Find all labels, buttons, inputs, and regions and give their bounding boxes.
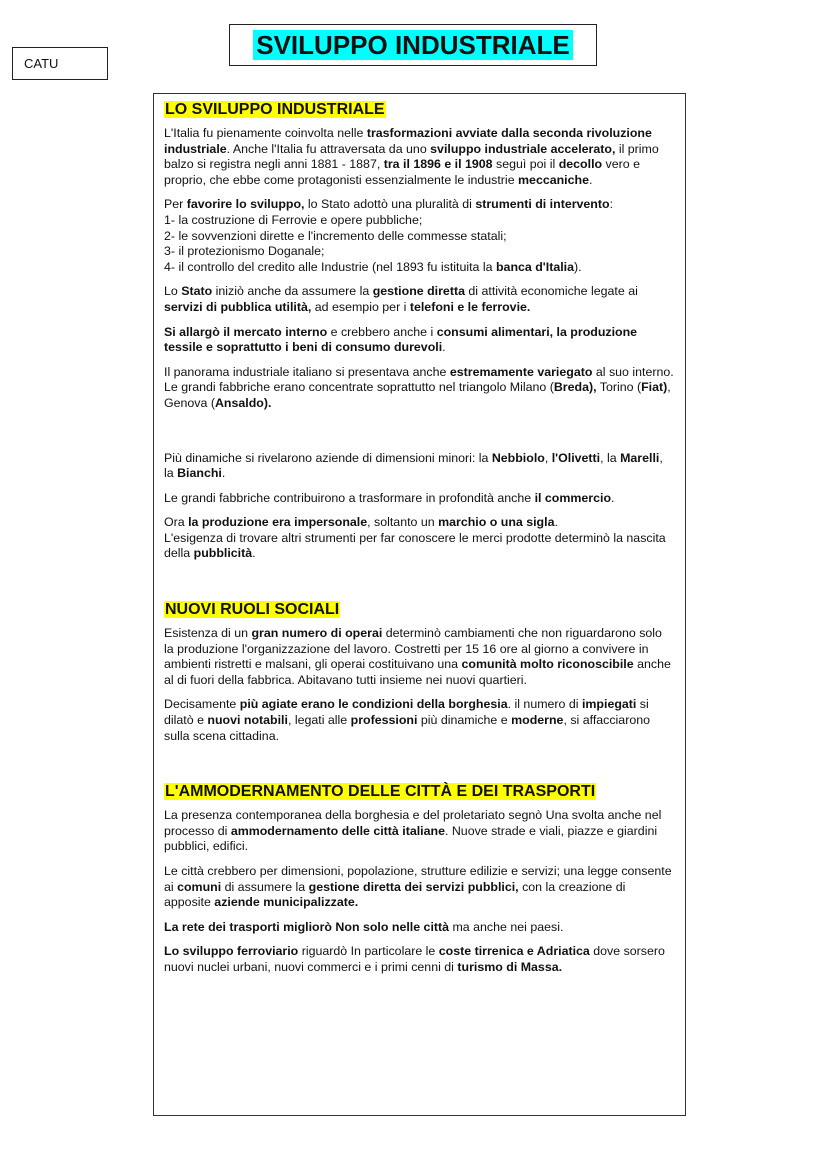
- bold-text: servizi di pubblica utilità,: [164, 299, 312, 314]
- content-box: [153, 93, 686, 1116]
- bold-text: telefoni e le ferrovie.: [409, 299, 531, 314]
- bold-text: comuni: [177, 879, 222, 894]
- paragraph: La rete dei trasporti migliorò Non solo nelle città ma anche nei paesi.: [164, 919, 564, 934]
- bold-text: trasformazioni avviate dalla seconda rivoluzione industriale: [164, 126, 652, 156]
- bold-text: impiegati: [581, 697, 637, 712]
- bold-text: Si allargò il mercato interno: [164, 324, 328, 339]
- section-sviluppo: [164, 100, 675, 562]
- bold-text: marchio o una sigla: [438, 515, 555, 530]
- paragraph: Esistenza di un gran numero di operai determinò cambiamenti che non riguardarono solo la produzione l'organizzazione del lavoro. Costretti per 15 16 ore al giorno a convivere in ambienti ristretti e malsani, gli operai costituivano una comunità molto riconoscibile anche al di fuori della fabbrica. Abitavano tutti insieme nei nuovi quartieri.: [164, 626, 671, 687]
- bold-text: Ansaldo).: [214, 395, 272, 410]
- bold-text: tra il 1896 e il 1908: [383, 157, 493, 172]
- bold-text: Fiat): [641, 380, 668, 395]
- bold-text: Stato: [181, 284, 213, 299]
- section-heading: L'AMMODERNAMENTO DELLE CITTÀ E DEI TRASPORTI: [165, 783, 596, 801]
- bold-text: moderne: [511, 713, 564, 728]
- bold-text: Bianchi: [177, 466, 222, 481]
- paragraph: L'Italia fu pienamente coinvolta nelle trasformazioni avviate dalla seconda rivoluzione industriale. Anche l'Italia fu attraversata da uno sviluppo industriale accelerato, il primo balzo si registra negli anni 1881 - 1887, tra il 1896 e il 1908 seguì poi il decollo vero e proprio, che ebbe come protagonisti essenzialmente le industrie meccaniche.: [164, 126, 659, 187]
- paragraph: Il panorama industriale italiano si presentava anche estremamente variegato al suo interno. Le grandi fabbriche erano concentrate soprattutto nel triangolo Milano (Breda), Torino (Fiat), Genova (Ansaldo).: [164, 364, 674, 410]
- paragraph: La presenza contemporanea della borghesia e del proletariato segnò Una svolta anche nel processo di ammodernamento delle città italiane. Nuove strade e viali, piazze e giardini pubblici, edifici.: [164, 808, 662, 854]
- paragraph: Lo sviluppo ferroviario riguardò In particolare le coste tirrenica e Adriatica dove sorsero nuovi nuclei urbani, nuovi commerci e i primi cenni di turismo di Massa.: [164, 944, 665, 974]
- bold-text: coste tirrenica e Adriatica: [438, 944, 590, 959]
- paragraph: Per favorire lo sviluppo, lo Stato adottò una pluralità di strumenti di intervento: 1- la costruzione di Ferrovie e opere pubbliche; 2- le sovvenzioni dirette e l'incremento delle commesse statali; 3- il protezionismo Doganale; 4- il controllo del credito alle Industrie (nel 1893 fu istituita la banca d'Italia).: [164, 197, 614, 274]
- bold-text: più agiate erano le condizioni della borghesia: [239, 697, 508, 712]
- bold-text: favorire lo sviluppo,: [186, 197, 305, 212]
- name-label: CATU: [12, 47, 108, 80]
- bold-text: ammodernamento delle città italiane: [230, 823, 445, 838]
- section-ruoli-sociali: [164, 600, 675, 744]
- bold-text: nuovi notabili: [207, 713, 288, 728]
- bold-text: sviluppo industriale accelerato,: [430, 141, 616, 156]
- section-heading: LO SVILUPPO INDUSTRIALE: [165, 101, 385, 118]
- bold-text: meccaniche: [518, 172, 589, 187]
- bold-text: decollo: [558, 157, 603, 172]
- bold-text: comunità molto riconoscibile: [461, 657, 634, 672]
- bold-text: il commercio: [534, 490, 612, 505]
- paragraph: Le grandi fabbriche contribuirono a trasformare in profondità anche il commercio.: [164, 490, 615, 505]
- bold-text: turismo di Massa.: [457, 959, 563, 974]
- paragraph: Ora la produzione era impersonale, soltanto un marchio o una sigla. L'esigenza di trovare altri strumenti per far conoscere le merci prodotte determinò la nascita della pubblicità.: [164, 515, 666, 561]
- bold-text: Nebbiolo: [491, 450, 545, 465]
- section-ammodernamento: [164, 782, 675, 975]
- bold-text: La rete dei trasporti migliorò Non solo nelle città: [164, 919, 450, 934]
- paragraph: Le città crebbero per dimensioni, popolazione, strutture edilizie e servizi; una legge consente ai comuni di assumere la gestione diretta dei servizi pubblici, con la creazione di apposite aziende municipalizzate.: [164, 864, 672, 910]
- bold-text: banca d'Italia: [495, 259, 574, 274]
- bold-text: gestione diretta: [372, 284, 465, 299]
- bold-text: pubblicità: [193, 546, 253, 561]
- bold-text: consumi alimentari, la produzione tessile e soprattutto i beni di consumo durevoli: [164, 324, 638, 355]
- bold-text: aziende municipalizzate.: [214, 895, 359, 910]
- paragraph: Lo Stato iniziò anche da assumere la gestione diretta di attività economiche legate ai servizi di pubblica utilità, ad esempio per i telefoni e le ferrovie.: [164, 284, 638, 314]
- paragraph: Più dinamiche si rivelarono aziende di dimensioni minori: la Nebbiolo, l'Olivetti, la Marelli, la Bianchi.: [164, 450, 663, 481]
- bold-text: la produzione era impersonale: [188, 515, 368, 530]
- bold-text: strumenti di intervento: [475, 197, 610, 212]
- title-box: [229, 24, 597, 66]
- bold-text: gestione diretta dei servizi pubblici,: [308, 879, 519, 894]
- bold-text: Marelli: [620, 450, 660, 465]
- bold-text: estremamente variegato: [449, 364, 593, 379]
- page-title: SVILUPPO INDUSTRIALE: [253, 30, 572, 60]
- paragraph: Si allargò il mercato interno e crebbero anche i consumi alimentari, la produzione tessile e soprattutto i beni di consumo durevoli.: [164, 324, 638, 355]
- section-heading: NUOVI RUOLI SOCIALI: [165, 601, 340, 619]
- paragraph: Decisamente più agiate erano le condizioni della borghesia. il numero di impiegati si dilatò e nuovi notabili, legati alle professioni più dinamiche e moderne, si affacciarono sulla scena cittadina.: [164, 697, 650, 743]
- bold-text: gran numero di operai: [251, 626, 383, 641]
- bold-text: l'Olivetti: [551, 450, 601, 465]
- bold-text: Breda),: [553, 380, 597, 395]
- bold-text: Lo sviluppo ferroviario: [164, 944, 299, 959]
- bold-text: professioni: [350, 713, 418, 728]
